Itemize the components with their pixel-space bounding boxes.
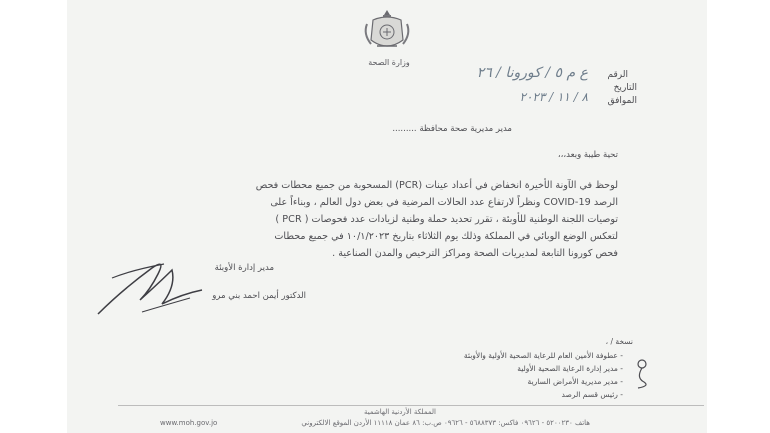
cc-item: - عطوفة الأمين العام للرعاية الصحية الأولية والأوبئة bbox=[463, 351, 623, 360]
left-margin bbox=[0, 0, 67, 433]
footer-website: www.moh.gov.jo bbox=[160, 419, 218, 427]
cc-heading: نسخة / ، bbox=[605, 337, 633, 346]
ministry-caption: وزارة الصحة bbox=[368, 58, 410, 67]
body-line: لوحظ في الآونة الأخيرة انخفاض في أعداد عينات (PCR) المسحوبة من جميع محطات فحص bbox=[255, 180, 618, 191]
handwritten-signature bbox=[92, 250, 212, 322]
body-line: توصيات اللجنة الوطنية للأوبئة ، تقرر تحديد حملة وطنية لزيادات عدد فحوصات ( PCR ) bbox=[275, 214, 618, 225]
body-line: لتعكس الوضع الوبائي في المملكة وذلك يوم الثلاثاء بتاريخ ١٠/١/٢٠٢٣ في جميع محطات bbox=[274, 231, 618, 242]
ref-date-label: التاريخ bbox=[613, 83, 637, 93]
initials-mark-icon bbox=[630, 356, 656, 390]
cc-item: - مدير مديرية الأمراض السارية bbox=[527, 377, 623, 386]
body-line: فحص كورونا التابعة لمديريات الصحة ومراكز الترخيص والمدن الصناعية . bbox=[332, 248, 618, 259]
ref-number-value: ع م ٥ / كورونا / ٢٦ bbox=[476, 65, 588, 81]
cc-item: - رئيس قسم الرصد bbox=[561, 390, 623, 399]
greeting: تحية طيبة وبعد،،، bbox=[557, 150, 618, 160]
right-margin bbox=[707, 0, 770, 433]
coat-of-arms-icon bbox=[361, 8, 413, 54]
footer-divider bbox=[118, 405, 704, 406]
addressee: مدير مديرية صحة محافظة ......... bbox=[392, 124, 512, 134]
cc-item: - مدير إدارة الرعاية الصحية الأولية bbox=[517, 364, 623, 373]
footer-org: المملكة الأردنية الهاشمية bbox=[363, 408, 436, 416]
signatory-title: مدير إدارة الأوبئة bbox=[214, 263, 274, 273]
footer-contact: هاتف ٥٢٠٠٢٣٠ - ٠٩٦٢٦ فاكس: ٥٦٨٨٣٧٣ - ٠٩٦٢٦ ص.ب: ٨٦ عمان ١١١١٨ الأردن الموقع الالكتروني bbox=[301, 419, 590, 427]
ref-number-label: الرقم bbox=[607, 70, 628, 80]
ref-corresponding-value: ٨ / ١١ / ٢٠٢٣ bbox=[519, 90, 588, 104]
body-line: الرصد COVID-19 ونظراً لارتفاع عدد الحالات المرضية في بعض دول العالم ، وبناءاً على bbox=[270, 197, 618, 208]
signatory-name: الدكتور أيمن احمد بني مرو bbox=[212, 291, 306, 301]
ref-corresponding-label: الموافق bbox=[607, 96, 637, 106]
